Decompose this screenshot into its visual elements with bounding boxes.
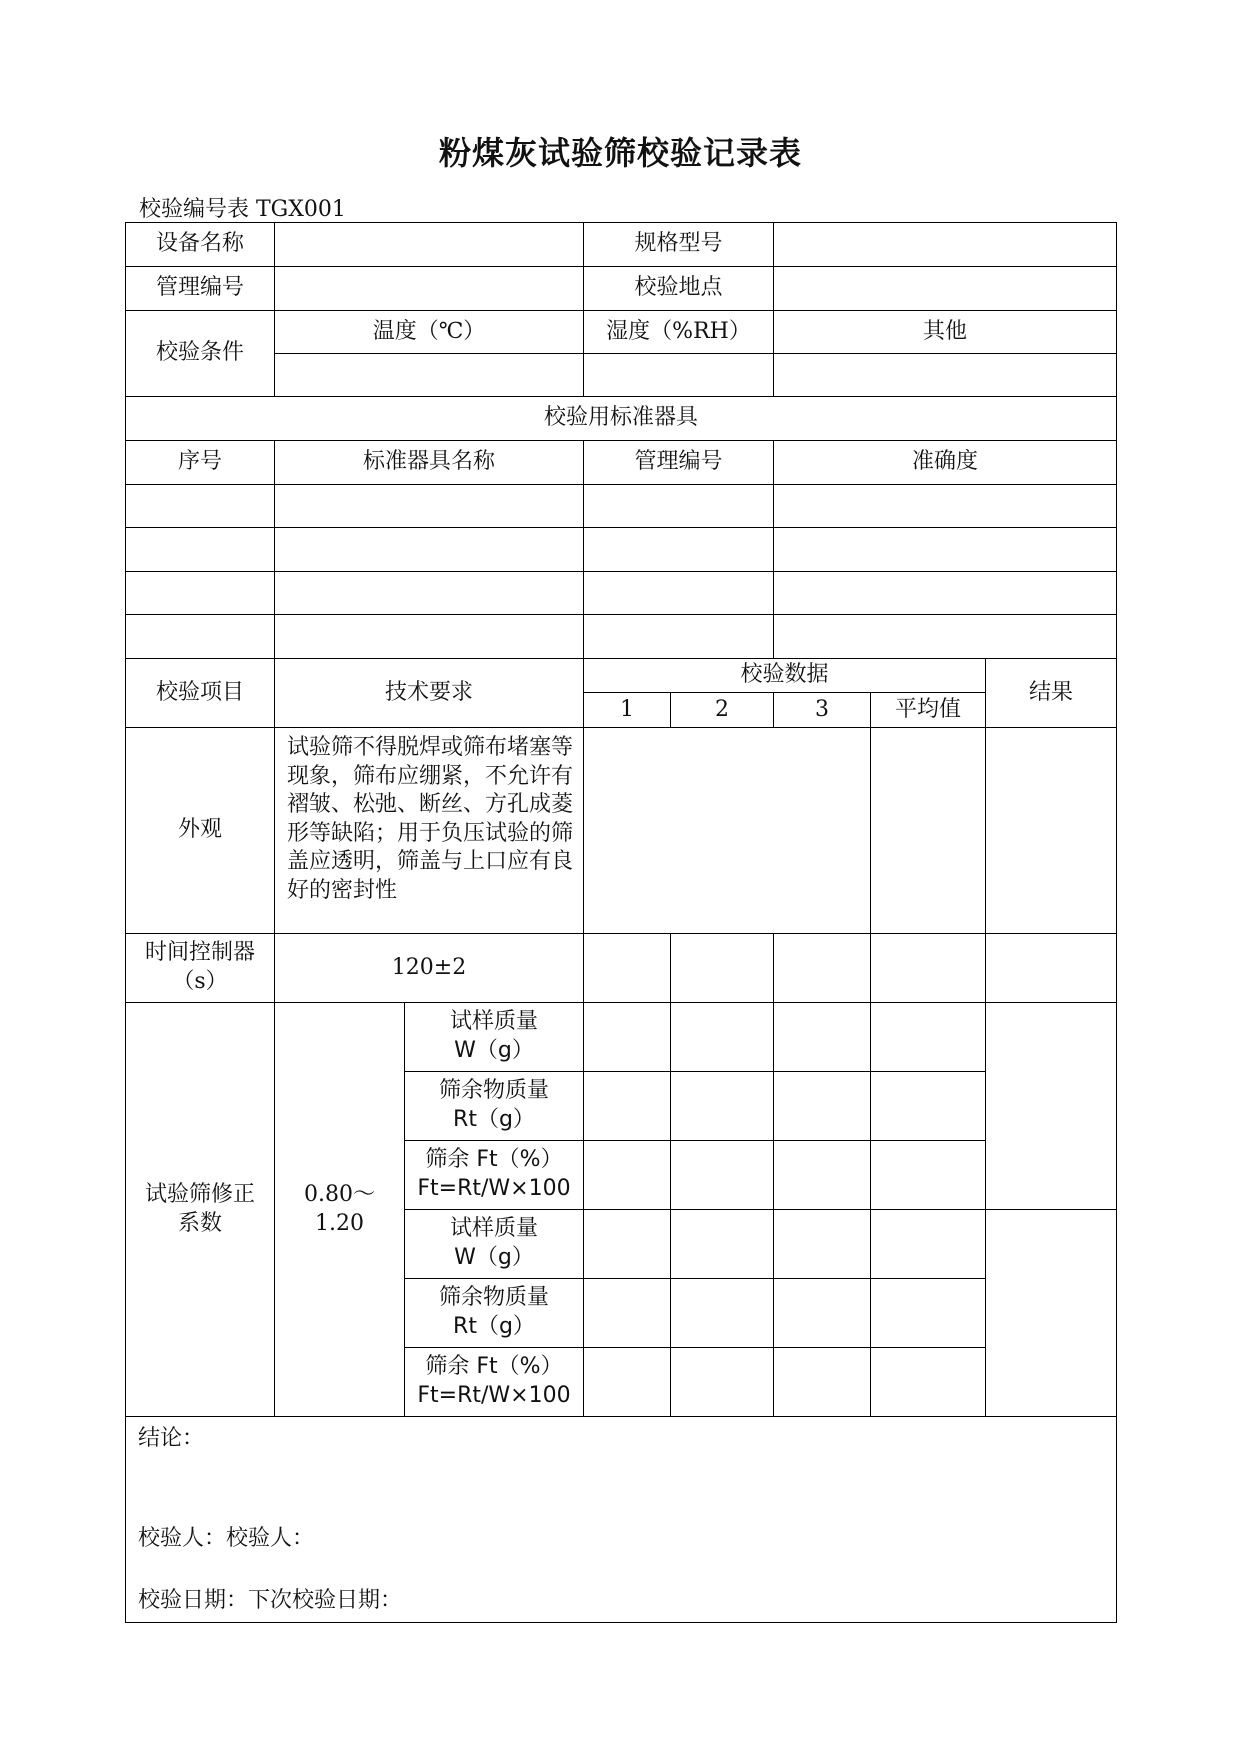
std-cell[interactable] (774, 615, 1117, 659)
sub-row-line2: Ft=Rt/W×100 (417, 1383, 571, 1408)
other-label: 其他 (774, 311, 1117, 354)
sub-row-label (405, 1210, 584, 1279)
timer-label-line1: 时间控制器 (144, 940, 255, 966)
std-cell[interactable] (275, 615, 584, 659)
std-cell[interactable] (275, 528, 584, 572)
inspectors-line: 校验人：校验人： (138, 1526, 315, 1551)
model-field[interactable] (774, 223, 1117, 267)
cf-average[interactable] (871, 1003, 986, 1072)
std-cell[interactable] (275, 572, 584, 615)
cf-data[interactable] (584, 1141, 671, 1210)
cf-data[interactable] (671, 1279, 774, 1348)
data-col-3: 3 (774, 693, 871, 728)
timer-label-line2: （s） (172, 969, 228, 994)
sub-row-line2: W（g） (454, 1245, 534, 1270)
timer-data-2[interactable] (671, 934, 774, 1003)
timer-data-3[interactable] (774, 934, 871, 1003)
cf-data[interactable] (774, 1003, 871, 1072)
appearance-requirement: 试验筛不得脱焊或筛布堵塞等现象，筛布应绷紧，不允许有褶皱、松弛、断丝、方孔成菱形等缺陷；用于负压试验的筛盖应透明，筛盖与上口应有良好的密封性 (275, 728, 584, 934)
std-cell[interactable] (126, 615, 275, 659)
data-header: 校验数据 (584, 659, 986, 693)
cf-data[interactable] (774, 1210, 871, 1279)
mgmt-number-label: 管理编号 (126, 267, 275, 311)
correction-range-line2: 1.20 (315, 1210, 364, 1236)
sub-row-line2: Rt（g） (453, 1314, 535, 1339)
std-header-name: 标准器具名称 (275, 441, 584, 485)
timer-result[interactable] (986, 934, 1117, 1003)
sub-row-line2: Ft=Rt/W×100 (417, 1176, 571, 1201)
appearance-result[interactable] (986, 728, 1117, 934)
std-cell[interactable] (584, 615, 774, 659)
sub-row-line1: 试样质量 (449, 1009, 538, 1035)
dates-line: 校验日期：下次校验日期： (138, 1588, 403, 1613)
sub-row-label (405, 1072, 584, 1141)
sub-row-label (405, 1141, 584, 1210)
std-cell[interactable] (275, 485, 584, 528)
cf-data[interactable] (584, 1003, 671, 1072)
temperature-field[interactable] (275, 354, 584, 397)
model-label: 规格型号 (584, 223, 774, 267)
sub-row-line1: 筛余物质量 (438, 1285, 549, 1311)
other-field[interactable] (774, 354, 1117, 397)
equipment-name-label: 设备名称 (126, 223, 275, 267)
location-label: 校验地点 (584, 267, 774, 311)
cf-data[interactable] (671, 1210, 774, 1279)
serial-number: 校验编号表 TGX001 (139, 197, 346, 222)
cf-average[interactable] (871, 1348, 986, 1417)
cf-data[interactable] (671, 1072, 774, 1141)
sub-row-label (405, 1003, 584, 1072)
sub-row-label (405, 1348, 584, 1417)
result-header: 结果 (986, 659, 1117, 728)
cf-average[interactable] (871, 1279, 986, 1348)
conditions-label: 校验条件 (126, 311, 275, 397)
cf-average[interactable] (871, 1210, 986, 1279)
std-header-seq: 序号 (126, 441, 275, 485)
std-header-mgmt: 管理编号 (584, 441, 774, 485)
sub-row-line1: 筛余 Ft（%） (425, 1147, 563, 1173)
cf-data[interactable] (584, 1348, 671, 1417)
cf-average[interactable] (871, 1141, 986, 1210)
data-col-1: 1 (584, 693, 671, 728)
correction-range (275, 1003, 405, 1417)
sub-row-line1: 筛余 Ft（%） (425, 1354, 563, 1380)
correction-range-line1: 0.80～ (304, 1181, 375, 1207)
std-cell[interactable] (126, 485, 275, 528)
std-cell[interactable] (584, 572, 774, 615)
appearance-data[interactable] (584, 728, 871, 934)
std-cell[interactable] (774, 528, 1117, 572)
std-cell[interactable] (126, 572, 275, 615)
sub-row-line2: Rt（g） (453, 1107, 535, 1132)
correction-label-line1: 试验筛修正 (144, 1181, 255, 1207)
cf-data[interactable] (774, 1072, 871, 1141)
cf-result-1[interactable] (986, 1003, 1117, 1210)
data-col-2: 2 (671, 693, 774, 728)
cf-data[interactable] (671, 1141, 774, 1210)
appearance-average[interactable] (871, 728, 986, 934)
sub-row-line1: 试样质量 (449, 1216, 538, 1242)
cf-data[interactable] (671, 1348, 774, 1417)
correction-label (126, 1003, 275, 1417)
cf-data[interactable] (774, 1348, 871, 1417)
cf-data[interactable] (584, 1279, 671, 1348)
timer-requirement: 120±2 (275, 934, 584, 1003)
temperature-label: 温度（℃） (275, 311, 584, 354)
cf-data[interactable] (774, 1279, 871, 1348)
cf-data[interactable] (584, 1210, 671, 1279)
mgmt-number-field[interactable] (275, 267, 584, 311)
sub-row-line2: W（g） (454, 1038, 534, 1063)
std-cell[interactable] (584, 528, 774, 572)
humidity-label: 湿度（%RH） (584, 311, 774, 354)
std-cell[interactable] (126, 528, 275, 572)
correction-label-line2: 系数 (177, 1210, 222, 1236)
appearance-label: 外观 (126, 728, 275, 934)
cf-average[interactable] (871, 1072, 986, 1141)
std-cell[interactable] (584, 485, 774, 528)
conclusion-block[interactable] (126, 1417, 1117, 1623)
std-cell[interactable] (774, 485, 1117, 528)
cf-data[interactable] (774, 1141, 871, 1210)
sub-row-line1: 筛余物质量 (438, 1078, 549, 1104)
cf-data[interactable] (584, 1072, 671, 1141)
item-header: 校验项目 (126, 659, 275, 728)
page-title: 粉煤灰试验筛校验记录表 (438, 134, 802, 172)
timer-label (126, 934, 275, 1003)
sub-row-label (405, 1279, 584, 1348)
std-cell[interactable] (774, 572, 1117, 615)
conclusion-label: 结论： (138, 1426, 205, 1451)
cf-data[interactable] (671, 1003, 774, 1072)
std-header-accuracy: 准确度 (774, 441, 1117, 485)
location-field[interactable] (774, 267, 1117, 311)
timer-average[interactable] (871, 934, 986, 1003)
humidity-field[interactable] (584, 354, 774, 397)
equipment-name-field[interactable] (275, 223, 584, 267)
record-table (125, 222, 1117, 1623)
standards-section-title: 校验用标准器具 (126, 397, 1117, 441)
cf-result-2[interactable] (986, 1210, 1117, 1417)
requirement-header: 技术要求 (275, 659, 584, 728)
timer-data-1[interactable] (584, 934, 671, 1003)
data-col-average: 平均值 (871, 693, 986, 728)
